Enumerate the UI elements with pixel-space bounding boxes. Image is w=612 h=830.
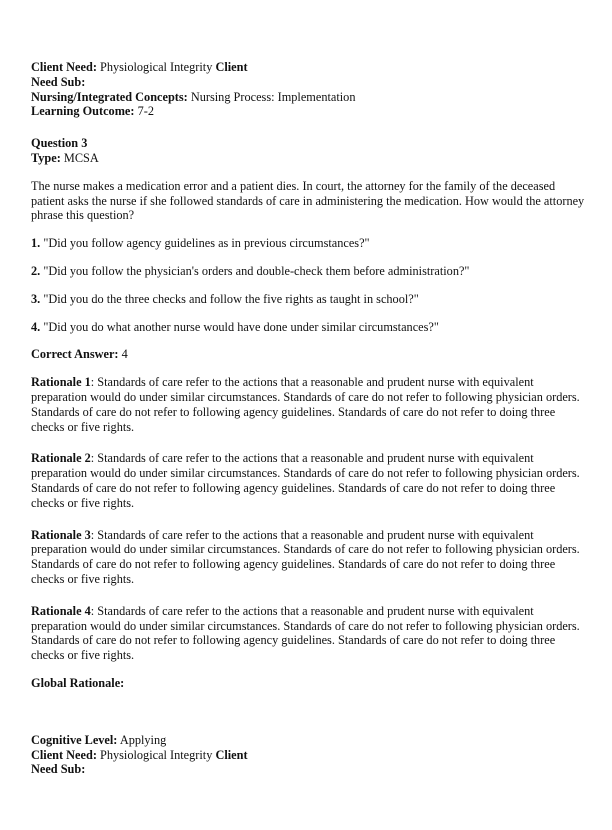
value: 4 xyxy=(121,347,128,362)
global-rationale xyxy=(31,676,587,691)
client-need-line xyxy=(31,748,587,763)
option-text: "Did you follow the physician's orders and double-check them before administration?" xyxy=(43,263,470,278)
rationale-text: : Standards of care refer to the actions that a reasonable and prudent nurse with equivalent preparation would do under similar circumstances. Standards of care do not refer to following physician orders. Standards of care do not refer to following agency guidelines. Standards of care do not refer to doing three checks or five rights. xyxy=(31,375,580,434)
value: Applying xyxy=(119,732,167,747)
footer-meta xyxy=(31,733,587,777)
label: Client Need: xyxy=(31,60,97,74)
rationale-label: Rationale 2 xyxy=(31,451,91,466)
option-3 xyxy=(31,292,587,307)
value: Physiological Integrity xyxy=(100,60,213,74)
label: Learning Outcome: xyxy=(31,104,135,119)
label: Client xyxy=(215,60,248,74)
option-text: "Did you do the three checks and follow the five rights as taught in school?" xyxy=(43,291,419,306)
question-title: Question 3 xyxy=(31,136,88,151)
rationale-3 xyxy=(31,528,587,587)
option-number: 4. xyxy=(31,319,41,334)
question-stem: The nurse makes a medication error and a patient dies. In court, the attorney for the family of the deceased patient asks the nurse if she followed standards of care in administering the medication. How would the attorney phrase this question? xyxy=(31,178,585,223)
rationale-1 xyxy=(31,375,587,434)
option-number: 1. xyxy=(31,236,41,251)
rationale-4 xyxy=(31,604,587,663)
client-need-line xyxy=(31,60,587,75)
concepts-line xyxy=(31,90,587,105)
label: Client xyxy=(215,747,248,762)
option-text: "Did you follow agency guidelines as in previous circumstances?" xyxy=(43,236,370,251)
rationale-2 xyxy=(31,451,587,510)
value: Nursing Process: Implementation xyxy=(190,89,356,104)
label: Need Sub: xyxy=(31,762,86,777)
label: Cognitive Level: xyxy=(31,732,118,747)
rationale-label: Rationale 1 xyxy=(31,375,91,390)
rationale-text: : Standards of care refer to the actions that a reasonable and prudent nurse with equivalent preparation would do under similar circumstances. Standards of care do not refer to following physician orders. Standards of care do not refer to following agency guidelines. Standards of care do not refer to doing three checks or five rights. xyxy=(31,527,580,586)
need-sub-line xyxy=(31,75,587,90)
option-4 xyxy=(31,320,587,335)
value: MCSA xyxy=(63,150,99,165)
label: Nursing/Integrated Concepts: xyxy=(31,89,188,104)
question-header xyxy=(31,136,587,166)
option-number: 3. xyxy=(31,291,41,306)
need-sub-line xyxy=(31,762,587,777)
option-1 xyxy=(31,236,587,251)
value: Physiological Integrity xyxy=(100,747,213,762)
rationale-label: Rationale 3 xyxy=(31,527,91,542)
option-text: "Did you do what another nurse would have done under similar circumstances?" xyxy=(43,319,439,334)
rationale-text: : Standards of care refer to the actions that a reasonable and prudent nurse with equivalent preparation would do under similar circumstances. Standards of care do not refer to following physician orders. Standards of care do not refer to following agency guidelines. Standards of care do not refer to doing three checks or five rights. xyxy=(31,603,580,663)
question-type xyxy=(31,151,587,166)
label: Need Sub: xyxy=(31,74,86,89)
rationale-label: Rationale 4 xyxy=(31,603,91,618)
rationale-text: : Standards of care refer to the actions that a reasonable and prudent nurse with equivalent preparation would do under similar circumstances. Standards of care do not refer to following physician orders. Standards of care do not refer to following agency guidelines. Standards of care do not refer to doing three checks or five rights. xyxy=(31,451,580,510)
label: Type: xyxy=(31,150,61,165)
value: 7-2 xyxy=(137,104,154,119)
header-meta xyxy=(31,60,587,119)
label: Global Rationale: xyxy=(31,675,125,690)
option-2 xyxy=(31,264,587,279)
label: Client Need: xyxy=(31,747,97,762)
correct-answer xyxy=(31,347,587,362)
outcome-line xyxy=(31,104,587,119)
cognitive-line xyxy=(31,733,587,748)
option-number: 2. xyxy=(31,263,41,278)
label: Correct Answer: xyxy=(31,347,119,362)
